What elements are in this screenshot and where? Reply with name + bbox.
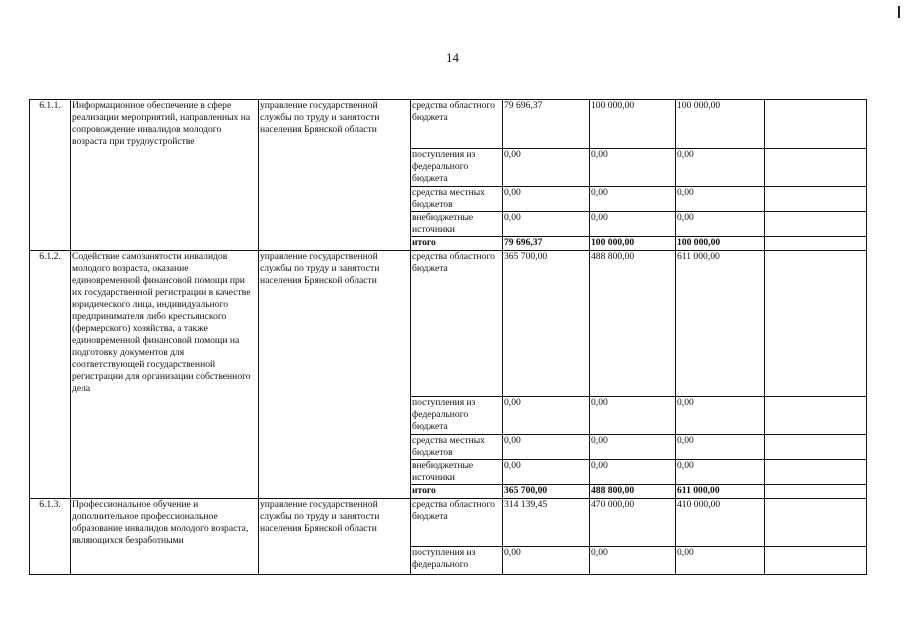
- funding-year-2: 0,00: [590, 547, 676, 575]
- table-row: [30, 498, 867, 547]
- funding-year-2: 100 000,00: [590, 100, 676, 149]
- item-number: [30, 484, 71, 498]
- empty-column: [765, 396, 867, 434]
- funding-source-label: поступления из федерального бюджета: [411, 396, 503, 434]
- funding-year-1: 0,00: [503, 396, 590, 434]
- item-number: [30, 211, 71, 236]
- table-row: [30, 148, 867, 186]
- item-number: 6.1.2.: [30, 250, 71, 396]
- item-number: [30, 459, 71, 484]
- funding-year-1: 0,00: [503, 459, 590, 484]
- funding-year-3: 0,00: [676, 547, 765, 575]
- funding-year-1: 79 696,37: [503, 236, 590, 250]
- table-row: [30, 186, 867, 211]
- item-executor: [259, 236, 411, 250]
- item-number: 6.1.1.: [30, 100, 71, 149]
- funding-source-label: итого: [411, 484, 503, 498]
- item-executor: [259, 211, 411, 236]
- funding-year-1: 0,00: [503, 547, 590, 575]
- empty-column: [765, 148, 867, 186]
- funding-source-label: средства областного бюджета: [411, 498, 503, 547]
- empty-column: [765, 211, 867, 236]
- funding-year-3: 100 000,00: [676, 236, 765, 250]
- funding-year-3: 0,00: [676, 434, 765, 459]
- funding-year-2: 488 800,00: [590, 484, 676, 498]
- funding-year-1: 0,00: [503, 211, 590, 236]
- funding-year-2: 0,00: [590, 434, 676, 459]
- table-row: [30, 459, 867, 484]
- funding-year-1: 0,00: [503, 148, 590, 186]
- funding-year-3: 100 000,00: [676, 100, 765, 149]
- item-name: [71, 547, 259, 575]
- empty-column: [765, 484, 867, 498]
- funding-source-label: средства областного бюджета: [411, 100, 503, 149]
- item-executor: [259, 434, 411, 459]
- empty-column: [765, 434, 867, 459]
- item-executor: управление государственной службы по труду и занятости населения Брянской области: [259, 250, 411, 396]
- budget-table: [29, 99, 867, 575]
- item-executor: [259, 547, 411, 575]
- funding-source-label: внебюджетные источники: [411, 211, 503, 236]
- item-name: [71, 148, 259, 186]
- table-row: [30, 484, 867, 498]
- empty-column: [765, 459, 867, 484]
- item-name: [71, 211, 259, 236]
- table-row: [30, 547, 867, 575]
- funding-source-label: поступления из федерального бюджета: [411, 148, 503, 186]
- table-row: [30, 434, 867, 459]
- table-row: [30, 250, 867, 396]
- item-executor: [259, 396, 411, 434]
- funding-year-3: 0,00: [676, 459, 765, 484]
- funding-source-label: средства местных бюджетов: [411, 186, 503, 211]
- item-number: [30, 236, 71, 250]
- table-row: [30, 236, 867, 250]
- funding-year-2: 488 800,00: [590, 250, 676, 396]
- funding-year-1: 0,00: [503, 434, 590, 459]
- item-number: 6.1.3.: [30, 498, 71, 547]
- funding-year-3: 0,00: [676, 396, 765, 434]
- item-name: [71, 396, 259, 434]
- item-name: Профессиональное обучение и дополнительное профессиональное образование инвалидов молодого возраста, являющихся безработными: [71, 498, 259, 547]
- funding-year-2: 0,00: [590, 396, 676, 434]
- funding-year-1: 79 696,37: [503, 100, 590, 149]
- item-name: Содействие самозанятости инвалидов молодого возраста, оказание единовременной финансовой помощи при их государственной регистрации в качестве юридического лица, индивидуального предпринимателя либо крестьянского (фермерского) хозяйства, а также единовременной финансовой помощи на подготовку документов для соответствующей государственной регистрации для организации собственного дела: [71, 250, 259, 396]
- table-row: [30, 396, 867, 434]
- funding-source-label: внебюджетные источники: [411, 459, 503, 484]
- funding-year-1: 0,00: [503, 186, 590, 211]
- funding-year-3: 0,00: [676, 148, 765, 186]
- item-name: Информационное обеспечение в сфере реализации мероприятий, направленных на сопровождение инвалидов молодого возраста при трудоустройстве: [71, 100, 259, 149]
- funding-year-3: 611 000,00: [676, 250, 765, 396]
- funding-year-3: 611 000,00: [676, 484, 765, 498]
- funding-year-2: 0,00: [590, 186, 676, 211]
- empty-column: [765, 498, 867, 547]
- funding-year-3: 410 000,00: [676, 498, 765, 547]
- funding-source-label: поступления из федерального: [411, 547, 503, 575]
- funding-year-2: 0,00: [590, 148, 676, 186]
- funding-source-label: средства местных бюджетов: [411, 434, 503, 459]
- empty-column: [765, 186, 867, 211]
- item-executor: [259, 459, 411, 484]
- item-name: [71, 459, 259, 484]
- item-number: [30, 148, 71, 186]
- page-number: 14: [446, 50, 459, 65]
- item-number: [30, 547, 71, 575]
- scan-edge-mark: [898, 6, 900, 18]
- item-name: [71, 434, 259, 459]
- empty-column: [765, 100, 867, 149]
- empty-column: [765, 236, 867, 250]
- funding-source-label: средства областного бюджета: [411, 250, 503, 396]
- item-number: [30, 396, 71, 434]
- item-number: [30, 434, 71, 459]
- table-body: [30, 100, 867, 575]
- funding-year-3: 0,00: [676, 186, 765, 211]
- item-executor: управление государственной службы по труду и занятости населения Брянской области: [259, 498, 411, 547]
- funding-year-2: 0,00: [590, 459, 676, 484]
- funding-year-2: 0,00: [590, 211, 676, 236]
- funding-year-1: 365 700,00: [503, 484, 590, 498]
- funding-year-2: 470 000,00: [590, 498, 676, 547]
- item-number: [30, 186, 71, 211]
- item-executor: управление государственной службы по труду и занятости населения Брянской области: [259, 100, 411, 149]
- table-row: [30, 100, 867, 149]
- item-name: [71, 186, 259, 211]
- empty-column: [765, 250, 867, 396]
- funding-year-2: 100 000,00: [590, 236, 676, 250]
- empty-column: [765, 547, 867, 575]
- item-name: [71, 484, 259, 498]
- funding-year-1: 365 700,00: [503, 250, 590, 396]
- table-row: [30, 211, 867, 236]
- item-executor: [259, 186, 411, 211]
- funding-year-1: 314 139,45: [503, 498, 590, 547]
- item-executor: [259, 484, 411, 498]
- funding-year-3: 0,00: [676, 211, 765, 236]
- funding-source-label: итого: [411, 236, 503, 250]
- item-name: [71, 236, 259, 250]
- item-executor: [259, 148, 411, 186]
